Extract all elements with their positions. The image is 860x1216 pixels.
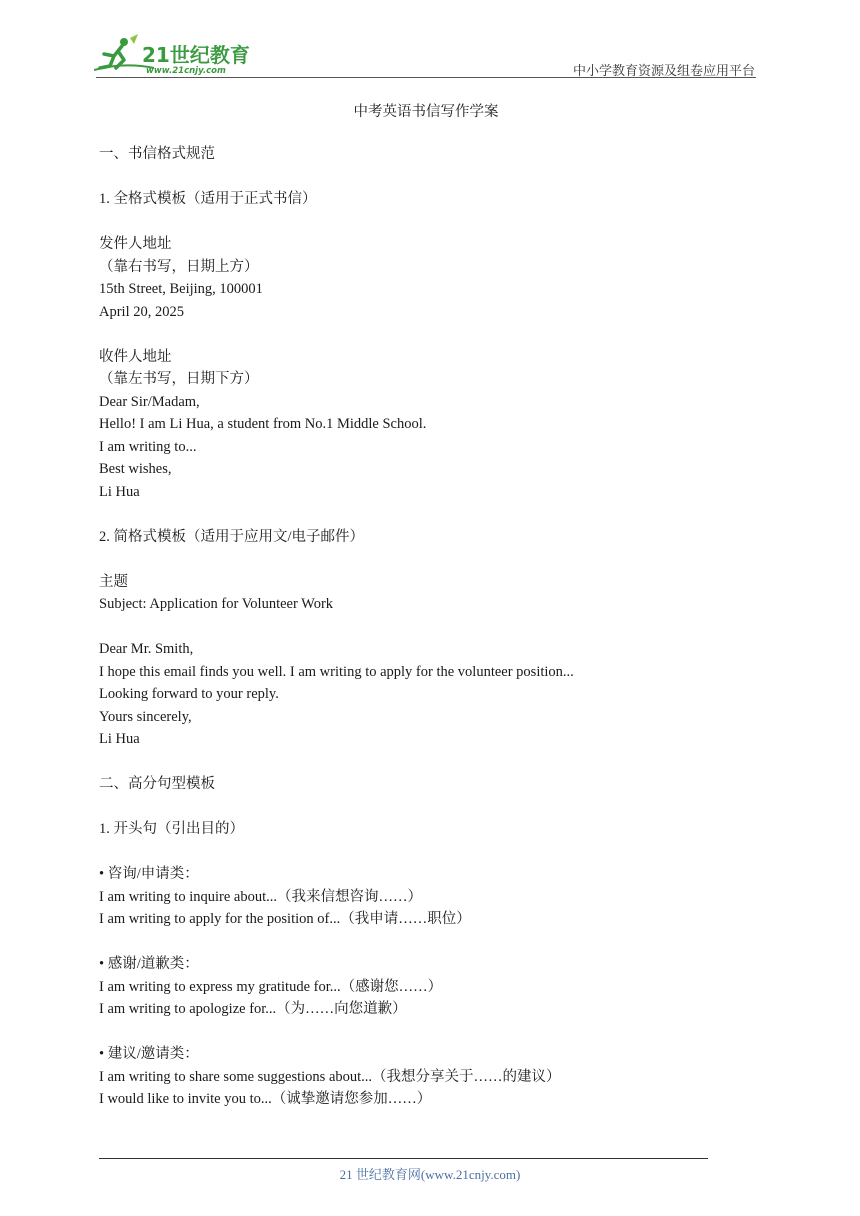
header-platform-text: 中小学教育资源及组卷应用平台	[572, 64, 755, 79]
email-greeting: Dear Mr. Smith,	[99, 641, 194, 657]
sender-address: 15th Street, Beijing, 100001	[99, 281, 263, 297]
letter-greeting: Dear Sir/Madam,	[99, 393, 200, 410]
template-sentence: I am writing to share some suggestions about...（我想分享关于……的建议）	[99, 1068, 561, 1085]
email-closing: Yours sincerely,	[99, 708, 192, 725]
template-sentence: I am writing to express my gratitude for...（感谢您……）	[99, 978, 443, 995]
logo-url-text: www.21cnjy.com	[146, 66, 226, 76]
template-sentence: I am writing to apologize for...（为……向您道歉）	[99, 1001, 407, 1017]
section-heading: 二、高分句型模板	[99, 776, 215, 792]
recipient-note: （靠左书写，日期下方）	[99, 371, 259, 387]
subsection-heading: 1. 全格式模板（适用于正式书信）	[99, 191, 317, 207]
document-title: 中考英语书信写作学案	[353, 104, 499, 120]
email-signature: Li Hua	[99, 731, 140, 747]
subsection-heading: 2. 简格式模板（适用于应用文/电子邮件）	[99, 528, 365, 545]
logo-runner-icon	[94, 34, 264, 76]
recipient-label: 收件人地址	[99, 348, 172, 365]
subject-label: 主题	[99, 573, 128, 590]
category-heading: • 建议/邀请类：	[99, 1046, 199, 1062]
logo-brand-text: 21世纪教育	[142, 43, 250, 67]
subject-line: Subject: Application for Volunteer Work	[99, 596, 334, 612]
category-heading: • 咨询/申请类：	[99, 866, 199, 882]
footer-text: 21 世纪教育网(www.21cnjy.com)	[339, 1167, 521, 1182]
document-body	[99, 143, 759, 1111]
subsection-heading: 1. 开头句（引出目的）	[99, 821, 244, 837]
site-logo	[94, 34, 264, 76]
category-heading: • 感谢/道歉类：	[99, 956, 199, 972]
template-sentence: I am writing to apply for the position of...（我申请……职位）	[99, 911, 471, 927]
letter-body: I am writing to...	[99, 438, 197, 455]
email-body: I hope this email finds you well. I am writing to apply for the volunteer position...	[99, 663, 574, 680]
email-forward: Looking forward to your reply.	[99, 686, 279, 702]
sender-date: April 20, 2025	[99, 303, 184, 320]
section-heading: 一、书信格式规范	[99, 146, 215, 162]
footer-divider	[99, 1158, 708, 1159]
template-sentence: I would like to invite you to...（诚挚邀请您参加……）	[99, 1091, 432, 1107]
sender-label: 发件人地址	[99, 236, 172, 252]
letter-signature: Li Hua	[99, 483, 140, 500]
header-divider	[96, 77, 756, 78]
sender-note: （靠右书写，日期上方）	[99, 258, 259, 275]
letter-intro: Hello! I am Li Hua, a student from No.1 Middle School.	[99, 416, 427, 432]
letter-closing: Best wishes,	[99, 461, 172, 477]
template-sentence: I am writing to inquire about...（我来信想咨询……）	[99, 888, 422, 905]
